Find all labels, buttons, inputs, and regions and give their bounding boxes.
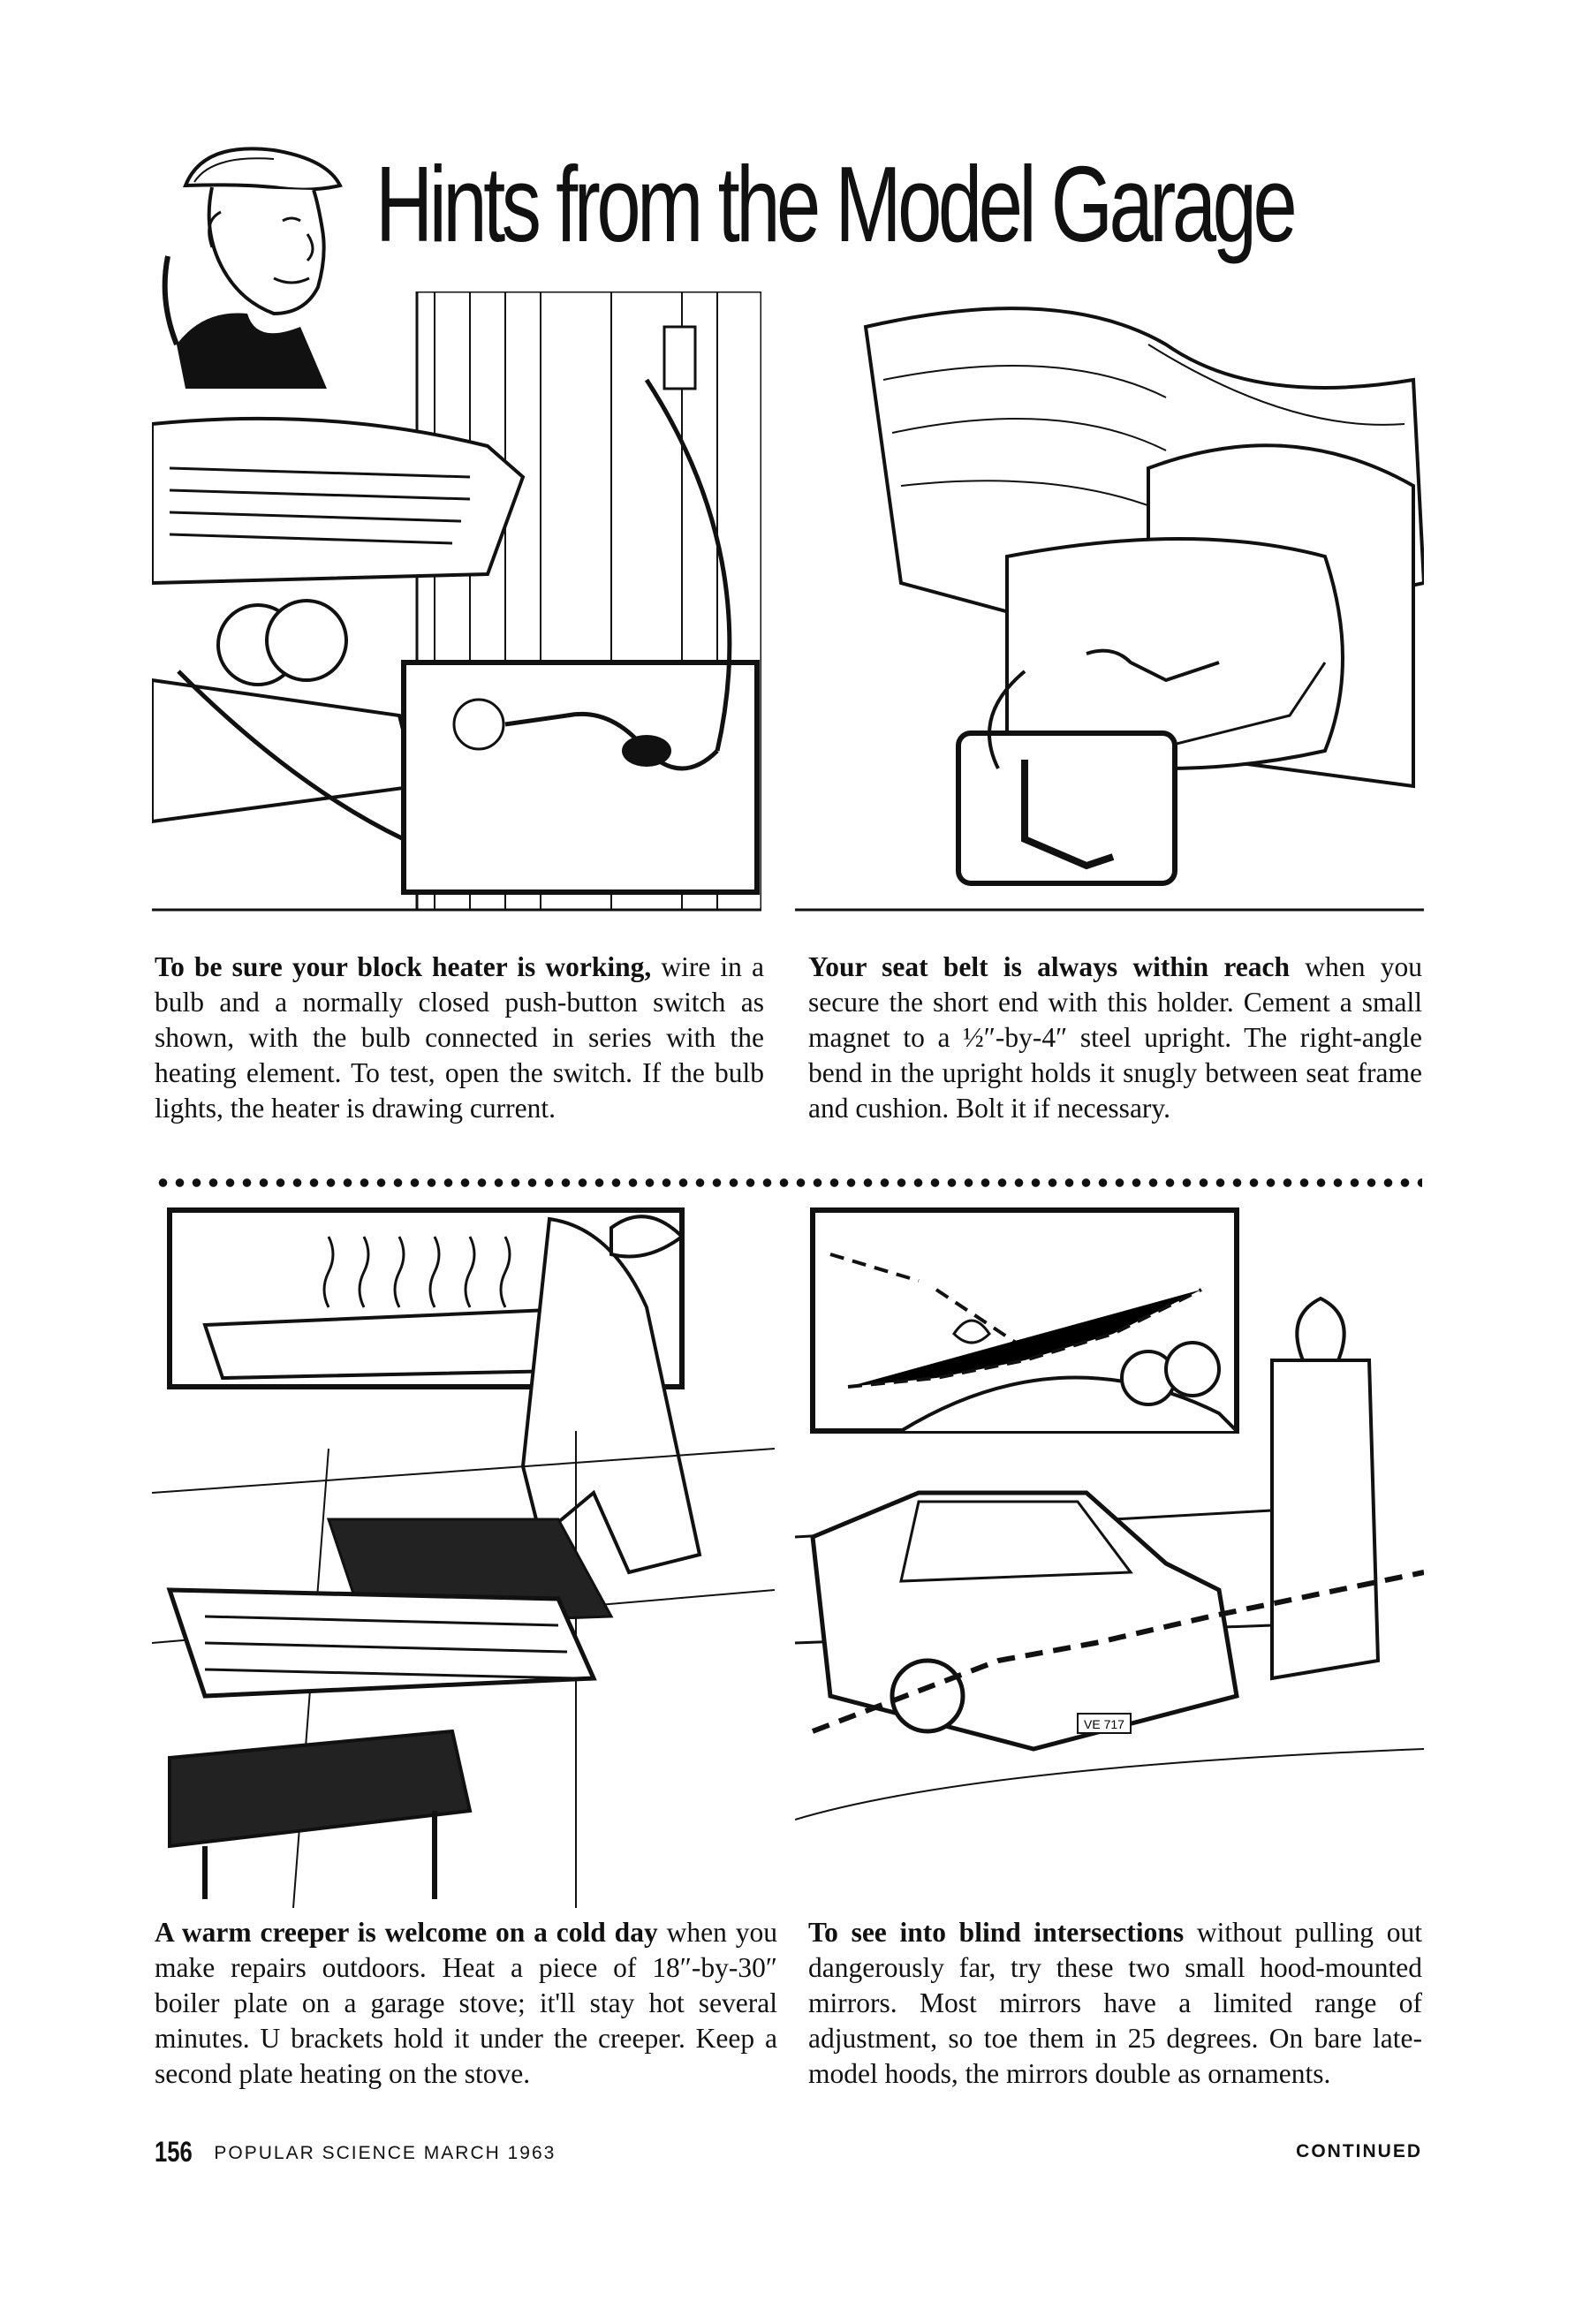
caption-lead: A warm creeper is welcome on a cold day [155, 1917, 658, 1948]
caption-block-heater [155, 950, 764, 1126]
continued-label: CONTINUED [1296, 2141, 1422, 2161]
seat-belt-illustration [795, 291, 1424, 936]
caption-hood-mirrors [808, 1915, 1422, 2092]
section-divider [155, 1177, 1422, 1189]
caption-body: when you secure the short end with this holder. Cement a small magnet to a ½″-by-4″ steel upright. The right-angle bend in the upright holds it snugly between seat frame and cushion. Bolt it if necessary. [808, 951, 1422, 1124]
caption-warm-creeper [155, 1915, 777, 2092]
block-heater-illustration [152, 291, 761, 936]
caption-body: wire in a bulb and a normally closed push-button switch as shown, with the bulb connected in series with the heating element. To test, open the switch. If the bulb lights, the heater is drawing current. [155, 951, 764, 1124]
page-title: Hints from the Model Garage [375, 144, 1294, 264]
page-number: 156 [155, 2136, 193, 2168]
caption-lead: To see into blind intersections [808, 1917, 1185, 1948]
caption-lead: Your seat belt is always within reach [808, 951, 1291, 982]
publication-line: POPULAR SCIENCE MARCH 1963 [214, 2143, 556, 2163]
warm-creeper-illustration [152, 1201, 775, 1908]
caption-body: without pulling out dangerously far, try these two small hood-mounted mirrors. Most mirrors have a limited range of adjustment, so toe them in 25 degrees. On bare late-model hoods, the mirrors double as ornaments. [808, 1917, 1423, 2089]
hood-mirrors-illustration [795, 1201, 1424, 1908]
page-footer [155, 2136, 556, 2169]
caption-lead: To be sure your block heater is working, [155, 951, 652, 982]
caption-body: when you make repairs outdoors. Heat a piece of 18″-by-30″ boiler plate on a garage stove; it'll stay hot several minutes. U brackets hold it under the creeper. Keep a second plate heating on the stove. [155, 1917, 778, 2089]
license-plate: VE 717 [1084, 1717, 1124, 1731]
caption-seat-belt [808, 950, 1422, 1126]
